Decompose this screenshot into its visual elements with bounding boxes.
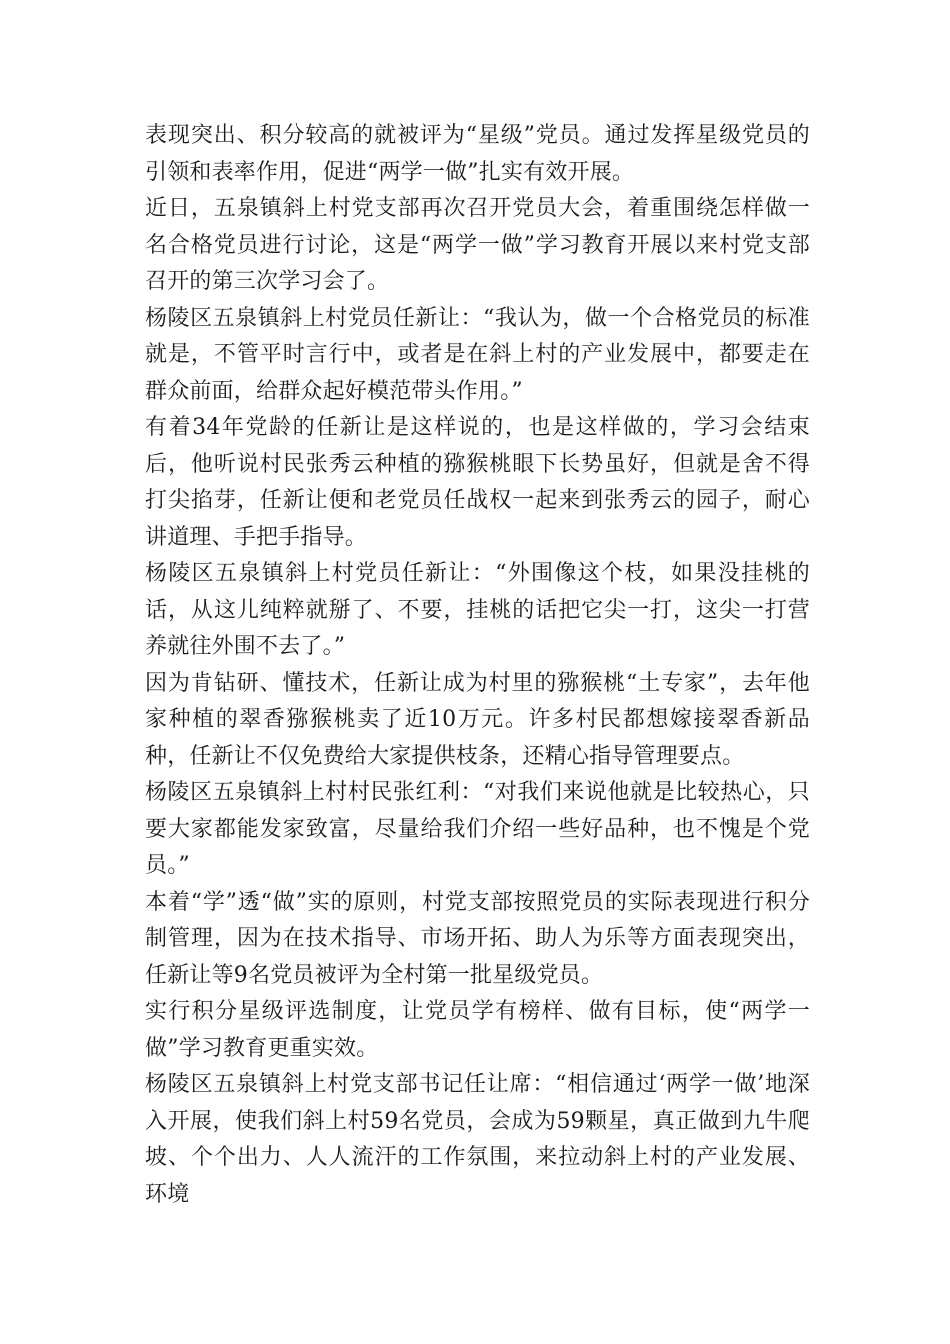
paragraph: 表现突出、积分较高的就被评为“星级”党员。通过发挥星级党员的引领和表率作用，促进“两学一做”扎实有效开展。 [145,123,810,185]
paragraph: 杨陵区五泉镇斜上村党支部书记任让席：“相信通过‘两学一做’地深入开展，使我们斜上村59名党员，会成为59颗星，真正做到九牛爬坡、个个出力、人人流汗的工作氛围，来拉动斜上村的产业发展、环境 [145,1072,810,1207]
document-body [145,118,810,1213]
paragraph: 因为肯钻研、懂技术，任新让成为村里的猕猴桃“土专家”，去年他家种植的翠香猕猴桃卖了近10万元。许多村民都想嫁接翠香新品种，任新让不仅免费给大家提供枝条，还精心指导管理要点。 [145,670,810,769]
paragraph: 有着34年党龄的任新让是这样说的，也是这样做的，学习会结束后，他听说村民张秀云种植的猕猴桃眼下长势虽好，但就是舍不得打尖掐芽，任新让便和老党员任战权一起来到张秀云的园子，耐心讲道理、手把手指导。 [145,415,810,550]
paragraph: 杨陵区五泉镇斜上村村民张红利：“对我们来说他就是比较热心，只要大家都能发家致富，尽量给我们介绍一些好品种，也不愧是个党员。” [145,780,810,878]
paragraph: 近日，五泉镇斜上村党支部再次召开党员大会，着重围绕怎样做一名合格党员进行讨论，这是“两学一做”学习教育开展以来村党支部召开的第三次学习会了。 [145,196,810,294]
paragraph: 实行积分星级评选制度，让党员学有榜样、做有目标，使“两学一做”学习教育更重实效。 [145,999,810,1061]
paragraph: 杨陵区五泉镇斜上村党员任新让：“外围像这个枝，如果没挂桃的话，从这儿纯粹就掰了、不要，挂桃的话把它尖一打，这尖一打营养就往外围不去了。” [145,561,810,659]
paragraph: 本着“学”透“做”实的原则，村党支部按照党员的实际表现进行积分制管理，因为在技术指导、市场开拓、助人为乐等方面表现突出，任新让等9名党员被评为全村第一批星级党员。 [145,889,810,988]
paragraph: 杨陵区五泉镇斜上村党员任新让：“我认为，做一个合格党员的标准就是，不管平时言行中，或者是在斜上村的产业发展中，都要走在群众前面，给群众起好模范带头作用。” [145,305,810,404]
